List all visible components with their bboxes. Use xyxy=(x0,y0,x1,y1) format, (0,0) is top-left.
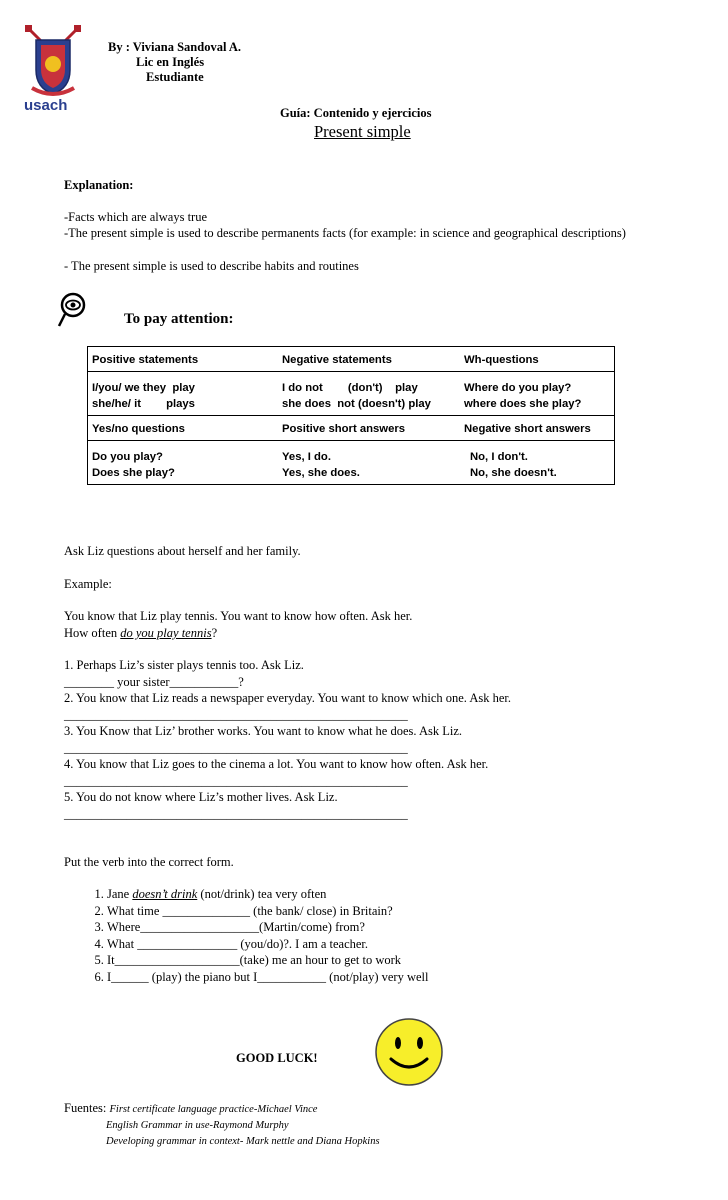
smiley-face-icon xyxy=(374,1017,444,1087)
attention-title: To pay attention: xyxy=(124,311,234,327)
table-row xyxy=(88,416,615,441)
exercise1-item: 3. You Know that Liz’ brother works. You want to know what he does. Ask Liz. xyxy=(64,724,463,738)
source-ref: Developing grammar in context- Mark nettle and Diana Hopkins xyxy=(106,1136,380,1147)
exercise1-item: 4. You know that Liz goes to the cinema a lot. You want to know how often. Ask her. xyxy=(64,757,489,771)
table-header: Negative statements xyxy=(282,354,392,366)
example-label: Example: xyxy=(64,577,112,591)
list-item[interactable]: 3. Where___________________(Martin/come) from? xyxy=(107,919,428,936)
table-row xyxy=(88,441,615,485)
list-item[interactable]: 4. What ________________ (you/do)?. I am a teacher. xyxy=(107,936,428,953)
answer-blank[interactable]: _______________________________________________________ xyxy=(64,708,408,722)
table-cell: she/he/ it plays xyxy=(92,398,195,410)
source-ref: English Grammar in use-Raymond Murphy xyxy=(106,1120,289,1131)
example-answer: do you play tennis xyxy=(120,626,212,640)
table-cell: No, I don't. xyxy=(470,451,528,463)
exercise1-item: 2. You know that Liz reads a newspaper everyday. You want to know which one. Ask her. xyxy=(64,691,512,705)
sources-block xyxy=(64,1101,380,1149)
table-cell: No, she doesn't. xyxy=(470,467,557,479)
example-answer-line xyxy=(64,625,217,641)
exercise1-intro: Ask Liz questions about herself and her family. xyxy=(64,544,301,558)
eye-lollipop-icon xyxy=(56,292,90,328)
exercise1-item: 5. You do not know where Liz’s mother lives. Ask Liz. xyxy=(64,790,338,804)
explanation-heading: Explanation: xyxy=(64,178,134,192)
sources-label: Fuentes: xyxy=(64,1101,110,1115)
author-degree: Lic en Inglés xyxy=(136,55,205,69)
answer-blank[interactable]: _______________________________________________________ xyxy=(64,741,408,755)
table-cell: she does not (doesn't) play xyxy=(282,398,431,410)
table-row xyxy=(88,372,615,416)
table-header: Yes/no questions xyxy=(92,423,185,435)
table-cell: Do you play? xyxy=(92,451,163,463)
example-answer-prefix: How often xyxy=(64,626,121,640)
list-item[interactable]: 6. I______ (play) the piano but I___________ (not/play) very well xyxy=(107,969,428,986)
exercise1-item: 1. Perhaps Liz’s sister plays tennis too. Ask Liz. xyxy=(64,658,304,672)
guide-subtitle: Guía: Contenido y ejercicios xyxy=(280,106,432,120)
table-cell: Yes, she does. xyxy=(282,467,360,479)
list-item[interactable]: 2. What time ______________ (the bank/ close) in Britain? xyxy=(107,903,428,920)
table-header: Positive statements xyxy=(92,354,199,366)
guide-title: Present simple xyxy=(314,122,411,141)
table-cell: I do not (don't) play xyxy=(282,382,418,394)
answer-blank[interactable]: _______________________________________________________ xyxy=(64,774,408,788)
item-suffix: (not/drink) tea very often xyxy=(197,887,327,901)
table-row xyxy=(88,347,615,372)
table-cell: Yes, I do. xyxy=(282,451,331,463)
university-logo xyxy=(22,22,84,114)
verb-exercise-list xyxy=(64,886,428,985)
logo-text: usach xyxy=(24,97,68,114)
table-header: Positive short answers xyxy=(282,423,406,435)
explanation-point: - The present simple is used to describe habits and routines xyxy=(64,259,359,273)
table-cell: Where do you play? xyxy=(464,382,572,394)
explanation-point: -The present simple is used to describe permanents facts (for example: in science and geographical descriptions) xyxy=(64,226,626,240)
explanation-point: -Facts which are always true xyxy=(64,210,207,224)
item-prefix: Jane xyxy=(107,887,133,901)
list-item[interactable]: 5. It____________________(take) me an hour to get to work xyxy=(107,952,428,969)
good-luck-text: GOOD LUCK! xyxy=(236,1051,318,1065)
grammar-table xyxy=(87,346,615,485)
answer-blank[interactable]: _______________________________________________________ xyxy=(64,807,408,821)
exercise2-intro: Put the verb into the correct form. xyxy=(64,855,234,869)
table-header: Wh-questions xyxy=(464,354,539,366)
item-answer: doesn’t drink xyxy=(132,887,198,901)
table-cell: where does she play? xyxy=(464,398,582,410)
list-item xyxy=(107,886,428,903)
table-header: Negative short answers xyxy=(464,423,591,435)
answer-blank[interactable]: ________ your sister___________? xyxy=(64,675,244,689)
source-ref: First certificate language practice-Michael Vince xyxy=(109,1104,318,1115)
table-cell: I/you/ we they play xyxy=(92,382,195,394)
author-role: Estudiante xyxy=(146,70,204,84)
example-text: You know that Liz play tennis. You want to know how often. Ask her. xyxy=(64,609,413,623)
author-block xyxy=(108,40,241,85)
author-name: By : Viviana Sandoval A. xyxy=(108,40,242,54)
example-answer-suffix: ? xyxy=(211,626,218,640)
table-cell: Does she play? xyxy=(92,467,175,479)
